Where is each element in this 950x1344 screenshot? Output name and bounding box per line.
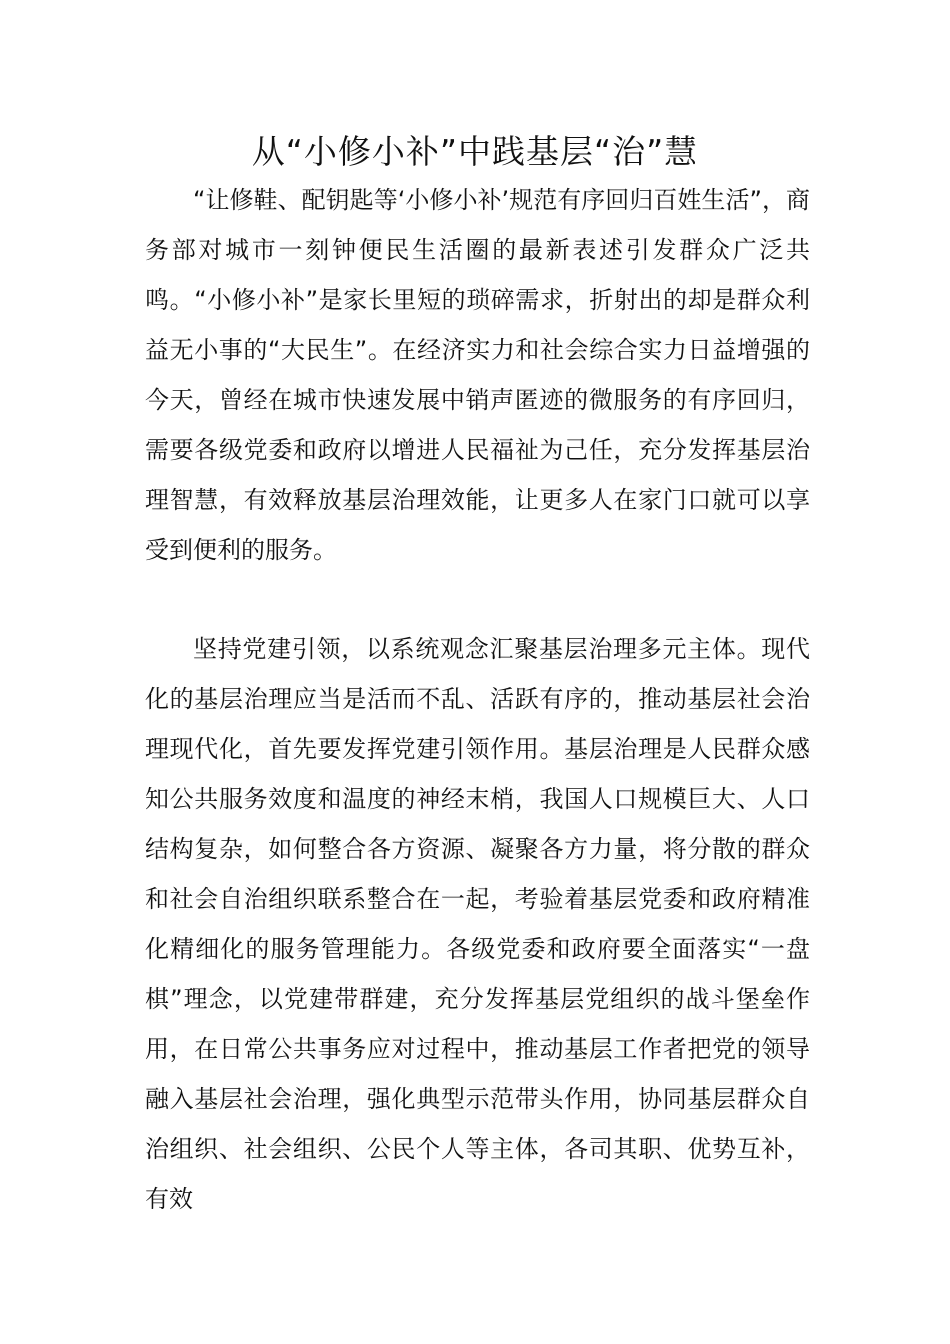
paragraph-1: “让修鞋、配钥匙等‘小修小补’规范有序回归百姓生活”，商务部对城市一刻钟便民生活圈的最新表述引发群众广泛共鸣。“小修小补”是家长里短的琐碎需求，折射出的却是群众利益无小事的“大民生”。在经济实力和社会综合实力日益增强的今天，曾经在城市快速发展中销声匿迹的微服务的有序回归，需要各级党委和政府以增进人民福祉为己任，充分发挥基层治理智慧，有效释放基层治理效能，让更多人在家门口就可以享受到便利的服务。 <box>145 186 810 564</box>
paragraph-2: 坚持党建引领，以系统观念汇聚基层治理多元主体。现代化的基层治理应当是活而不乱、活跃有序的，推动基层社会治理现代化，首先要发挥党建引领作用。基层治理是人民群众感知公共服务效度和温度的神经末梢，我国人口规模巨大、人口结构复杂，如何整合各方资源、凝聚各方力量，将分散的群众和社会自治组织联系整合在一起，考验着基层党委和政府精准化精细化的服务管理能力。各级党委和政府要全面落实“一盘棋”理念，以党建带群建，充分发挥基层党组织的战斗堡垒作用，在日常公共事务应对过程中，推动基层工作者把党的领导融入基层社会治理，强化典型示范带头作用，协同基层群众自治组织、社会组织、公民个人等主体，各司其职、优势互补，有效 <box>145 635 810 1213</box>
document-title: 从“小修小补”中践基层“治”慧 <box>251 132 699 171</box>
